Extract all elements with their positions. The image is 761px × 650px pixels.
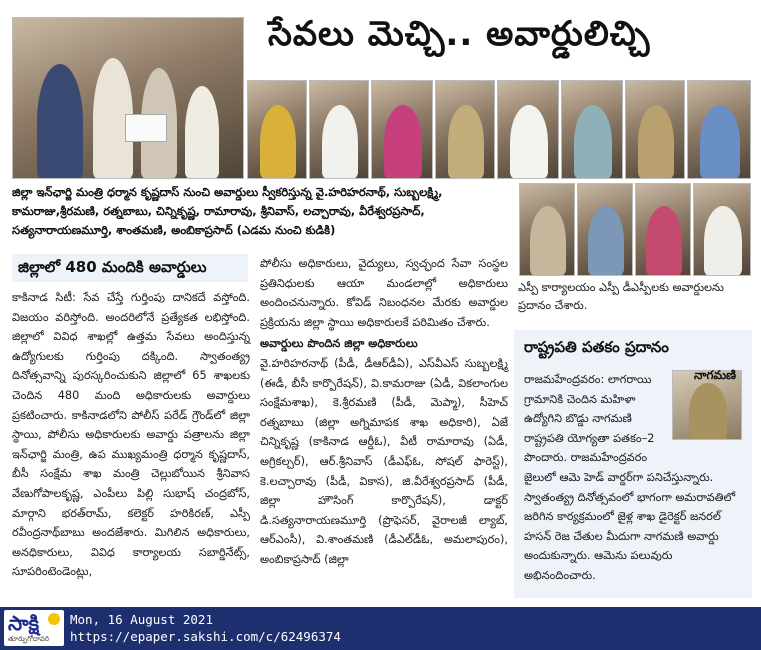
list-subhead: అవార్డులు పొందిన జిల్లా అధికారులు [260,337,418,351]
portrait-photo [625,80,685,179]
portrait-photo [435,80,495,179]
article-column-2 [260,254,508,570]
sakshi-logo [4,610,64,646]
side-caption: ఎస్పీ కార్యాలయం ఎస్పీ డీఎస్పీలకు అవార్డులను ప్రదానం చేశారు. [518,281,724,312]
article-column-1 [12,288,250,582]
article-column-3 [524,370,742,586]
logo-subtext: తూర్పుగోదావరి [8,635,49,643]
award-recipients-list: వై.హరిహరనాథ్ (పీడీ, డీఆర్‌డీఏ), ఎస్‌వీఎస్ సుబ్బలక్ష్మి (ఈడీ, బీసీ కార్పొరేషన్), వి.కామరాజు (ఏడీ, వికలాంగుల సంక్షేమశాఖ), కె.శ్రీరమణి (పీడీ, మెప్మా), సీహెచ్ రత్నబాబు (జిల్లా అగ్నిమాపక శాఖ అధికారి), ఏజే చిన్నికృష్ణ (కాకినాడ ఆర్డీఓ), వీటీ రామారావు (ఏడీ, అగ్రికల్చర్), ఆర్.శ్రీనివాస్ (డీఎఫ్ఓ, సోషల్ ఫారెస్ట్), కె.లచ్చారావు (పీడీ, వికాస), జి.వీరేశ్వరప్రసాద్ (పీడీ, జిల్లా హౌసింగ్ కార్పొరేషన్), డాక్టర్ డి.సత్యనారాయణమూర్తి (ప్రొఫెసర్, వైరాలజీ ల్యాబ్, ఆర్ఎంసీ), వి.శాంతమణి (డీఎల్‌డీఓ, అమలాపురం), అంబికాప్రసాద్ (జిల్లా [260,356,508,566]
footer-bar [0,607,761,650]
article-text: రాజమహేంద్రవరం: లాగరాయి గ్రామానికి చెందిన మహిళా ఉద్యోగిని బొడ్డు నాగమణి రాష్ట్రపతి యోగ్యతా పతకం–2 పొందారు. రాజమహేంద్రవరం జైలులో ఆమె హెడ్ వార్డర్‌గా పనిచేస్తున్నారు. స్వాతంత్య్ర దినోత్సవంలో భాగంగా అమరావతిలో జరిగిన కార్యక్రమంలో జైళ్ల శాఖ డైరెక్టర్ జనరల్ హసన్ రెజ చేతుల మీదుగా నాగమణి అవార్డు అందుకున్నారు. ఆమెను పలువురు అభినందించారు. [524,373,736,582]
article-text: కాకినాడ సిటీ: సేవ చేస్తే గుర్తింపు దానికదే వస్తోంది. విజయం వరిస్తోంది. అందరిలోనే ప్రత్యేకత లభిస్తోంది. జిల్లాలో వివిధ శాఖల్లో ఉత్తమ సేవలు అందిస్తున్న ఉద్యోగులకు గుర్తింపు దక్కింది. స్వాతంత్య్ర దినోత్సవాన్ని పురస్కరించుకుని జిల్లాలో 65 శాఖలకు చెందిన 480 మంది అధికారులకు అవార్డులు ప్రకటించారు. కాకినాడలోని పోలీస్ పరేడ్ గ్రౌండ్‌లో జిల్లా స్థాయి, పోలీసు అధికారులకు అవార్డు పత్రాలను జిల్లా ఇన్‌ఛార్జి మంత్రి, ఉప ముఖ్యమంత్రి ధర్మాన కృష్ణదాస్, బీసీ సంక్షేమ శాఖ మంత్రి చెల్లుబోయిన శ్రీనివాస వేణుగోపాలకృష్ణ, ఎంపీలు పిల్లి సుభాష్ చంద్రబోస్, మార్గాని భరత్‌రామ్, కలెక్టర్ హరికిరణ్, ఎస్పీ రవీంద్రనాథ్‌బాబు అందజేశారు. మిగిలిన అధికారులు, అనధికారులు, వివిధ కార్యాలయ సబార్డినేట్స్, సూపరింటెండెంట్లు, [12,291,250,579]
portrait-photo [497,80,559,179]
article-text: పోలీసు అధికారులు, వైద్యులు, స్వచ్ఛంద సేవా సంస్థల ప్రతినిధులకు ఆయా మండలాల్లో అధికారులు అందించనున్నారు. కోవిడ్ నిబంధనల మేరకు అవార్డుల ప్రక్రియను జిల్లా స్థాయి అధికారులకే పరిమితం చేశారు. [260,257,508,329]
portrait-photo [519,183,575,276]
subhead-box [12,254,248,282]
portrait-photo [687,80,751,179]
portrait-photo [371,80,433,179]
portrait-photo [309,80,369,179]
logo-text: సాక్షి [8,611,40,635]
logo-dot-icon [48,613,60,625]
photo-name-tag: నాగమణి [694,368,737,382]
subhead-right: రాష్ట్రపతి పతకం ప్రదానం [524,338,669,356]
portrait-photo [693,183,751,276]
headline: సేవలు మెచ్చి.. అవార్డులిచ్చి [268,14,651,54]
footer-date: Mon, 16 August 2021 [70,612,213,627]
portrait-photo [577,183,633,276]
portrait-photo [247,80,307,179]
photo-caption: జిల్లా ఇన్‌ఛార్జి మంత్రి ధర్మాన కృష్ణదాస్ నుంచి అవార్డులు స్వీకరిస్తున్న వై.హరిహరనాథ్, సుబ్బలక్ష్మి, కామరాజు,శ్రీరమణి, రత్నబాబు, చిన్నికృష్ణ, రామారావు, శ్రీనివాస్, లచ్చారావు, వీరేశ్వరప్రసాద్, సత్యనారాయణమూర్తి, శాంతమణి, అంబికాప్రసాద్ (ఎడమ నుంచి కుడికి) [12,185,443,237]
subhead-left: జిల్లాలో 480 మందికి అవార్డులు [18,258,207,276]
portrait-photo [635,183,691,276]
footer-url[interactable]: https://epaper.sakshi.com/c/62496374 [70,629,341,644]
award-ceremony-photo [12,17,244,179]
portrait-photo [561,80,623,179]
sidebar-article-box [514,330,752,598]
